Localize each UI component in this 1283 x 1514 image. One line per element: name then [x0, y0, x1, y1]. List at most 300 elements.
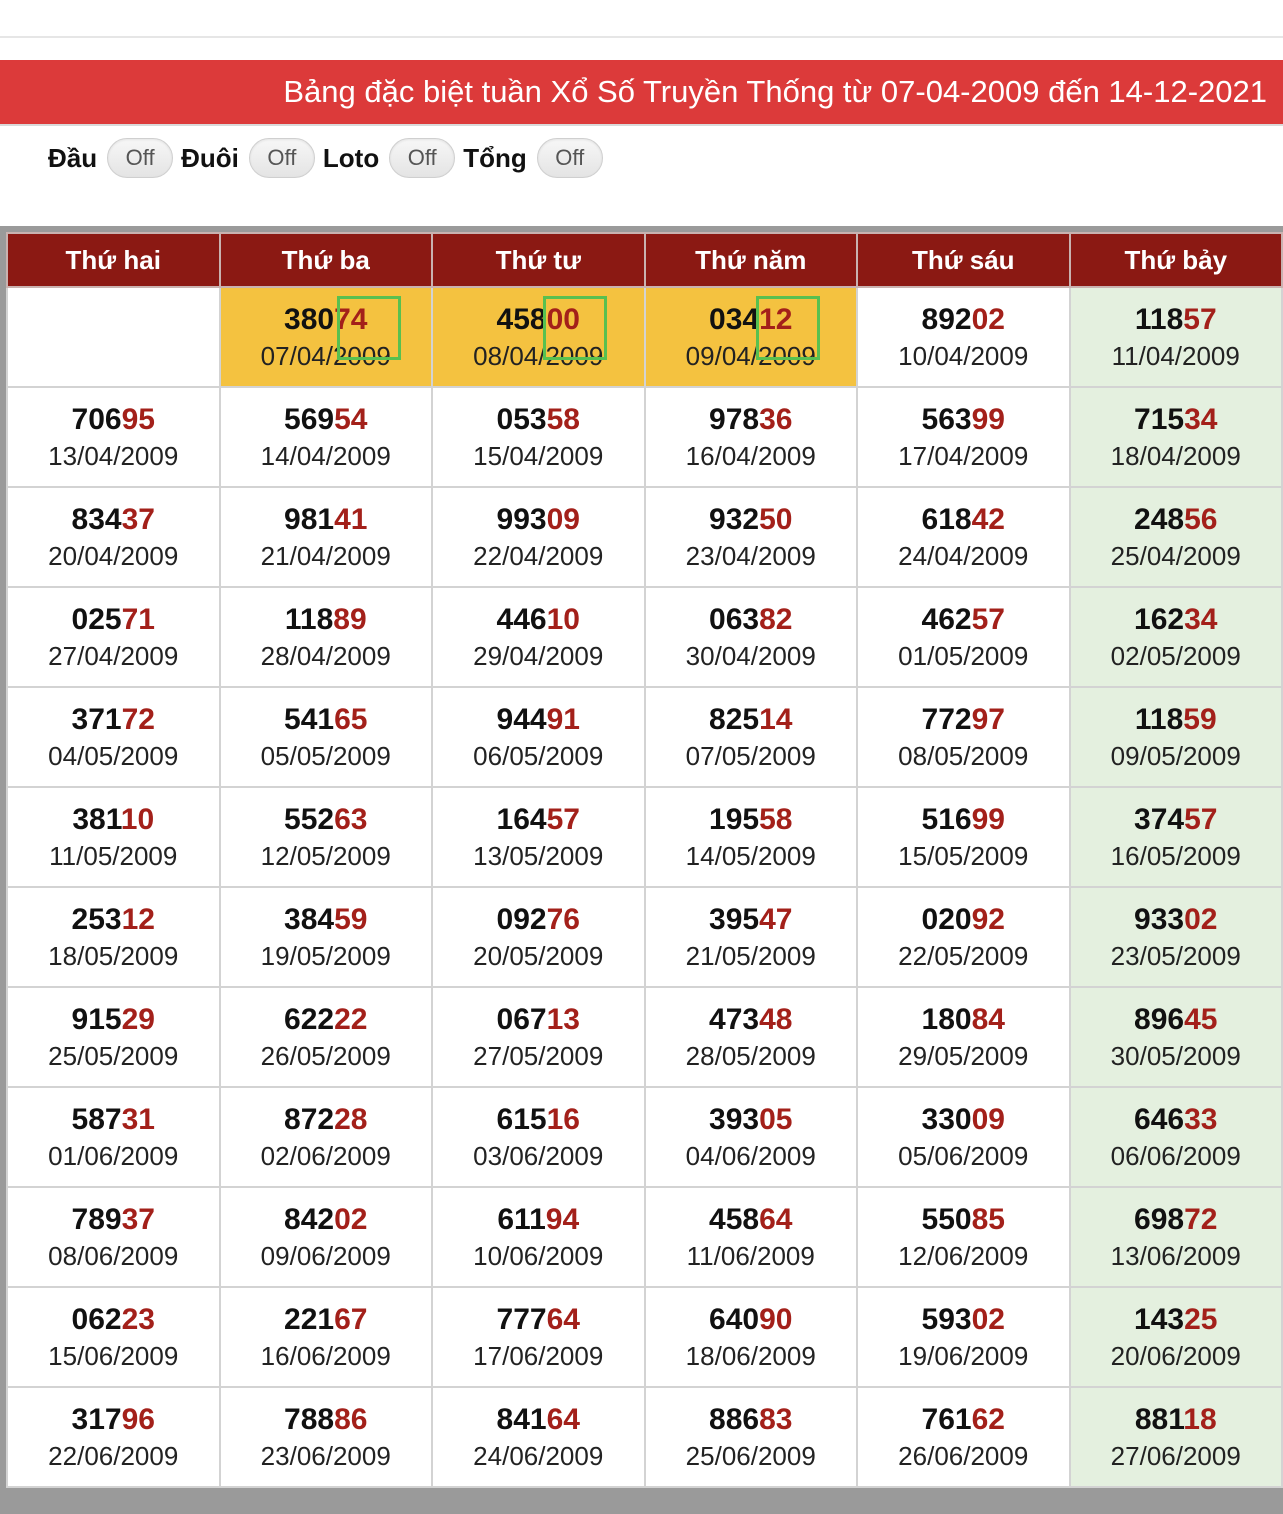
draw-date: 21/04/2009: [260, 541, 391, 571]
draw-date: 30/05/2009: [1110, 1041, 1241, 1071]
highlight-box: [756, 296, 820, 360]
number-head: 611: [497, 1203, 546, 1236]
result-cell-content: [221, 688, 432, 786]
number-head: 473: [709, 1003, 760, 1036]
draw-date: 05/05/2009: [260, 741, 391, 771]
number-head: 618: [921, 503, 972, 536]
number-head: 162: [1134, 603, 1185, 636]
result-cell: [220, 687, 433, 787]
result-cell-content: [8, 488, 219, 586]
number-tail: 89: [333, 603, 367, 636]
result-cell: [645, 487, 858, 587]
toggle-loto[interactable]: Off: [389, 138, 455, 178]
draw-date: 19/05/2009: [260, 941, 391, 971]
table-row: [7, 987, 1282, 1087]
special-number: [497, 1301, 580, 1339]
number-head: 569: [284, 403, 335, 436]
number-tail: 59: [334, 903, 368, 936]
result-cell: [432, 1387, 645, 1487]
draw-date: 13/04/2009: [48, 441, 179, 471]
number-tail: 95: [121, 403, 155, 436]
result-cell: [7, 987, 220, 1087]
special-number: [497, 901, 580, 939]
result-cell-content: [858, 988, 1069, 1086]
result-cell-content: [646, 788, 857, 886]
toggle-tong[interactable]: Off: [537, 138, 603, 178]
number-tail: 22: [334, 1003, 368, 1036]
result-cell-content: [433, 788, 644, 886]
highlight-box: [543, 296, 607, 360]
special-number: [497, 701, 580, 739]
draw-date: 29/05/2009: [898, 1041, 1029, 1071]
special-number: [72, 501, 155, 539]
special-number: [922, 1201, 1005, 1239]
number-head: 516: [921, 803, 972, 836]
result-cell: [1070, 1387, 1283, 1487]
result-cell: [645, 1087, 858, 1187]
result-cell-content: [858, 1188, 1069, 1286]
special-number: [284, 901, 367, 939]
number-tail: 90: [759, 1303, 793, 1336]
toggle-duoi[interactable]: Off: [249, 138, 315, 178]
special-number: [709, 1401, 792, 1439]
special-number: [72, 901, 155, 939]
number-tail: 57: [1183, 303, 1217, 336]
result-cell-content: [646, 988, 857, 1086]
number-tail: 36: [759, 403, 793, 436]
result-cell-content: [1071, 788, 1282, 886]
number-tail: 71: [121, 603, 155, 636]
result-cell-content: [1071, 1088, 1282, 1186]
result-cell-content: [221, 1088, 432, 1186]
special-number: [922, 1101, 1005, 1139]
result-cell: [220, 1087, 433, 1187]
result-cell: [220, 1387, 433, 1487]
result-cell-content: [858, 288, 1069, 386]
number-tail: 02: [1184, 903, 1218, 936]
result-cell: [857, 287, 1070, 387]
result-cell-content: [646, 288, 857, 386]
number-tail: 67: [334, 1303, 368, 1336]
number-head: 550: [921, 1203, 972, 1236]
top-divider: [0, 36, 1283, 38]
number-tail: 74: [334, 303, 368, 336]
draw-date: 18/05/2009: [48, 941, 179, 971]
number-tail: 12: [121, 903, 155, 936]
result-cell-content: [646, 588, 857, 686]
number-head: 892: [921, 303, 972, 336]
result-cell-content: [858, 1388, 1069, 1486]
result-cell-content: [8, 588, 219, 686]
number-head: 118: [1134, 303, 1184, 336]
special-number: [72, 401, 155, 439]
number-tail: 83: [759, 1403, 793, 1436]
number-head: 772: [921, 703, 972, 736]
special-number: [497, 1101, 580, 1139]
special-number: [709, 1201, 792, 1239]
draw-date: 25/04/2009: [1110, 541, 1241, 571]
result-cell: [857, 987, 1070, 1087]
result-cell-content: [646, 1188, 857, 1286]
number-head: 788: [284, 1403, 335, 1436]
number-tail: 23: [121, 1303, 155, 1336]
results-table-wrapper: [0, 226, 1283, 1514]
result-cell: [432, 687, 645, 787]
result-cell: [645, 587, 858, 687]
draw-date: 24/06/2009: [473, 1441, 604, 1471]
column-header: Thứ hai: [7, 233, 220, 287]
result-cell-content: [433, 888, 644, 986]
draw-date: 27/05/2009: [473, 1041, 604, 1071]
result-cell-content: [8, 1088, 219, 1186]
draw-date: 26/06/2009: [898, 1441, 1029, 1471]
number-tail: 58: [546, 403, 580, 436]
page-title-bar: [0, 60, 1283, 124]
special-number: [1134, 901, 1217, 939]
result-cell-content: [433, 1388, 644, 1486]
result-cell-content: [433, 1188, 644, 1286]
result-cell: [7, 787, 220, 887]
result-cell-content: [1071, 588, 1282, 686]
special-number: [1134, 601, 1217, 639]
result-cell: [220, 287, 433, 387]
number-tail: 13: [546, 1003, 580, 1036]
number-head: 881: [1134, 1403, 1184, 1436]
result-cell-content: [8, 988, 219, 1086]
number-head: 978: [709, 403, 760, 436]
number-tail: 97: [971, 703, 1005, 736]
special-number: [922, 401, 1005, 439]
number-head: 825: [709, 703, 760, 736]
draw-date: 25/05/2009: [48, 1041, 179, 1071]
number-head: 034: [709, 303, 760, 336]
result-cell: [1070, 287, 1283, 387]
result-cell: [7, 1287, 220, 1387]
number-tail: 48: [759, 1003, 793, 1036]
special-number: [284, 501, 367, 539]
number-head: 563: [921, 403, 972, 436]
special-number: [284, 401, 367, 439]
draw-date: 20/06/2009: [1110, 1341, 1241, 1371]
result-cell-content: [221, 488, 432, 586]
number-tail: 50: [759, 503, 793, 536]
number-head: 180: [921, 1003, 972, 1036]
number-head: 933: [1134, 903, 1185, 936]
result-cell-content: [646, 388, 857, 486]
result-cell-content: [8, 1188, 219, 1286]
result-cell: [857, 687, 1070, 787]
special-number: [284, 801, 367, 839]
special-number: [72, 1401, 155, 1439]
number-tail: 82: [759, 603, 793, 636]
special-number: [497, 1001, 580, 1039]
result-cell: [432, 1087, 645, 1187]
special-number: [709, 1101, 792, 1139]
result-cell-content: [221, 288, 432, 386]
toggle-dau[interactable]: Off: [107, 138, 173, 178]
filter-label-duoi: Đuôi: [181, 142, 239, 173]
number-tail: 64: [546, 1303, 580, 1336]
special-number: [922, 601, 1005, 639]
number-head: 715: [1134, 403, 1185, 436]
draw-date: 28/05/2009: [685, 1041, 816, 1071]
result-cell-content: [433, 1088, 644, 1186]
draw-date: 23/05/2009: [1110, 941, 1241, 971]
result-cell: [432, 887, 645, 987]
special-number: [922, 901, 1005, 939]
draw-date: 27/06/2009: [1110, 1441, 1241, 1471]
draw-date: 19/06/2009: [898, 1341, 1029, 1371]
draw-date: 30/04/2009: [685, 641, 816, 671]
special-number: [72, 801, 154, 839]
number-tail: 16: [546, 1103, 580, 1136]
number-head: 143: [1134, 1303, 1185, 1336]
number-head: 164: [496, 803, 547, 836]
draw-date: 12/05/2009: [260, 841, 391, 871]
number-tail: 91: [546, 703, 580, 736]
special-number: [922, 801, 1005, 839]
number-head: 371: [71, 703, 122, 736]
result-cell: [432, 487, 645, 587]
draw-date: 22/05/2009: [898, 941, 1029, 971]
result-cell-content: [221, 988, 432, 1086]
number-tail: 37: [121, 1203, 155, 1236]
draw-date: 27/04/2009: [48, 641, 179, 671]
result-cell-content: [858, 888, 1069, 986]
draw-date: 16/04/2009: [685, 441, 816, 471]
special-number: [1134, 1001, 1217, 1039]
number-head: 706: [71, 403, 122, 436]
result-cell: [7, 1087, 220, 1187]
result-cell: [7, 387, 220, 487]
result-cell: [432, 587, 645, 687]
special-number: [922, 1401, 1005, 1439]
special-number: [709, 701, 792, 739]
result-cell: [645, 1387, 858, 1487]
result-cell: [1070, 387, 1283, 487]
result-cell-content: [433, 388, 644, 486]
number-head: 248: [1134, 503, 1185, 536]
number-head: 092: [496, 903, 547, 936]
result-cell: [645, 687, 858, 787]
draw-date: 23/06/2009: [260, 1441, 391, 1471]
result-cell-content: [646, 688, 857, 786]
special-number: [72, 1101, 155, 1139]
number-tail: 56: [1184, 503, 1218, 536]
result-cell-content: [1071, 488, 1282, 586]
special-number: [1134, 1101, 1217, 1139]
filter-label-tong: Tổng: [463, 142, 527, 173]
number-head: 915: [71, 1003, 122, 1036]
number-tail: 05: [759, 1103, 793, 1136]
number-tail: 96: [121, 1403, 155, 1436]
number-tail: 99: [971, 803, 1005, 836]
number-tail: 63: [334, 803, 368, 836]
result-cell-content: [221, 1188, 432, 1286]
draw-date: 04/06/2009: [685, 1141, 816, 1171]
draw-date: 21/05/2009: [685, 941, 816, 971]
special-number: [709, 801, 792, 839]
number-head: 063: [709, 603, 760, 636]
result-cell-content: [8, 888, 219, 986]
result-cell-content: [1071, 988, 1282, 1086]
draw-date: 13/06/2009: [1110, 1241, 1241, 1271]
draw-date: 06/05/2009: [473, 741, 604, 771]
draw-date: 28/04/2009: [260, 641, 391, 671]
number-head: 761: [921, 1403, 972, 1436]
result-cell: [1070, 1287, 1283, 1387]
number-head: 020: [921, 903, 972, 936]
special-number: [709, 501, 792, 539]
highlight-box: [337, 296, 401, 360]
number-tail: 62: [971, 1403, 1005, 1436]
number-head: 640: [709, 1303, 760, 1336]
result-cell: [1070, 687, 1283, 787]
special-number: [709, 1001, 792, 1039]
number-tail: 31: [121, 1103, 155, 1136]
number-tail: 86: [334, 1403, 368, 1436]
draw-date: 26/05/2009: [260, 1041, 391, 1071]
result-cell: [857, 387, 1070, 487]
column-header: Thứ tư: [432, 233, 645, 287]
result-cell: [857, 587, 1070, 687]
result-cell-content: [8, 788, 219, 886]
draw-date: 22/06/2009: [48, 1441, 179, 1471]
result-cell: [857, 1187, 1070, 1287]
number-head: 615: [496, 1103, 547, 1136]
number-head: 993: [496, 503, 547, 536]
column-header: Thứ năm: [645, 233, 858, 287]
draw-date: 16/05/2009: [1110, 841, 1241, 871]
number-head: 646: [1134, 1103, 1185, 1136]
table-row: [7, 1387, 1282, 1487]
number-head: 118: [284, 603, 334, 636]
result-cell-content: [433, 288, 644, 386]
number-head: 834: [71, 503, 122, 536]
number-head: 317: [71, 1403, 122, 1436]
result-cell: [432, 287, 645, 387]
table-header-row: [7, 233, 1282, 287]
special-number: [709, 601, 792, 639]
special-number: [284, 1401, 367, 1439]
result-cell: [432, 387, 645, 487]
number-tail: 18: [1183, 1403, 1217, 1436]
special-number: [922, 1301, 1005, 1339]
draw-date: 10/06/2009: [473, 1241, 604, 1271]
result-cell: [645, 887, 858, 987]
column-header: Thứ ba: [220, 233, 433, 287]
result-cell: [857, 1387, 1070, 1487]
draw-date: 23/04/2009: [685, 541, 816, 571]
result-cell-content: [1071, 888, 1282, 986]
draw-date: 09/04/2009: [685, 341, 816, 371]
result-cell-content: [646, 1388, 857, 1486]
number-head: 118: [1134, 703, 1184, 736]
result-cell-content: [221, 788, 432, 886]
special-number: [709, 1301, 792, 1339]
special-number: [922, 501, 1005, 539]
draw-date: 22/04/2009: [473, 541, 604, 571]
number-head: 062: [71, 1303, 122, 1336]
number-head: 067: [496, 1003, 547, 1036]
special-number: [72, 701, 155, 739]
number-tail: 57: [1184, 803, 1218, 836]
number-tail: 72: [121, 703, 155, 736]
result-cell: [220, 1287, 433, 1387]
result-cell-content: [858, 488, 1069, 586]
special-number: [497, 801, 580, 839]
special-number: [709, 401, 792, 439]
result-cell: [645, 287, 858, 387]
number-tail: 25: [1184, 1303, 1218, 1336]
draw-date: 11/06/2009: [686, 1241, 815, 1271]
draw-date: 15/06/2009: [48, 1341, 179, 1371]
number-tail: 57: [546, 803, 580, 836]
column-header: Thứ sáu: [857, 233, 1070, 287]
number-head: 593: [921, 1303, 972, 1336]
special-number: [922, 301, 1005, 339]
result-cell: [645, 1287, 858, 1387]
special-number: [1134, 801, 1217, 839]
number-head: 789: [71, 1203, 122, 1236]
special-number: [72, 1201, 155, 1239]
result-cell: [645, 1187, 858, 1287]
number-head: 981: [284, 503, 335, 536]
draw-date: 25/06/2009: [685, 1441, 816, 1471]
result-cell: [432, 987, 645, 1087]
draw-date: 12/06/2009: [898, 1241, 1029, 1271]
result-cell-content: [221, 1288, 432, 1386]
number-tail: 58: [759, 803, 793, 836]
draw-date: 09/06/2009: [260, 1241, 391, 1271]
draw-date: 20/05/2009: [473, 941, 604, 971]
number-tail: 37: [121, 503, 155, 536]
number-tail: 09: [546, 503, 580, 536]
number-tail: 12: [759, 303, 793, 336]
special-number: [497, 401, 580, 439]
number-tail: 33: [1184, 1103, 1218, 1136]
special-number: [709, 901, 792, 939]
page-title: Bảng đặc biệt tuần Xổ Số Truyền Thống từ 07-04-2009 đến 14-12-2021: [283, 74, 1267, 109]
result-cell-content: [858, 788, 1069, 886]
number-tail: 02: [971, 1303, 1005, 1336]
result-cell: [7, 587, 220, 687]
special-number: [1135, 1401, 1217, 1439]
result-cell-content: [858, 688, 1069, 786]
number-head: 384: [284, 903, 335, 936]
number-head: 841: [496, 1403, 547, 1436]
special-number: [284, 1101, 367, 1139]
number-head: 458: [709, 1203, 760, 1236]
draw-date: 02/05/2009: [1110, 641, 1241, 671]
result-cell: [645, 787, 858, 887]
draw-date: 29/04/2009: [473, 641, 604, 671]
draw-date: 05/06/2009: [898, 1141, 1029, 1171]
number-head: 587: [71, 1103, 122, 1136]
special-number: [72, 601, 155, 639]
result-cell-content: [221, 388, 432, 486]
number-head: 872: [284, 1103, 335, 1136]
result-cell-content: [433, 688, 644, 786]
result-cell: [7, 687, 220, 787]
result-cell-content: [8, 1388, 219, 1486]
number-tail: 45: [1184, 1003, 1218, 1036]
result-cell: [857, 787, 1070, 887]
number-head: 330: [921, 1103, 972, 1136]
number-head: 380: [284, 303, 335, 336]
filter-label-loto: Loto: [322, 142, 380, 173]
number-tail: 02: [971, 303, 1005, 336]
